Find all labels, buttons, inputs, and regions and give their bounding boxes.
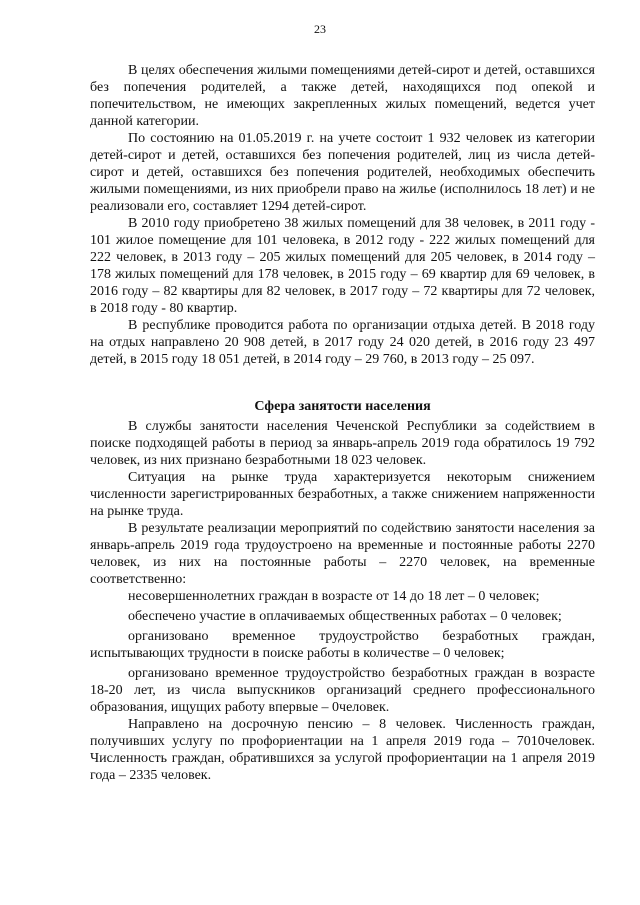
paragraph-orphans-registry: В целях обеспечения жилыми помещениями детей-сирот и детей, оставшихся без попечения родителей, а также детей, находящихся под опекой и попечительством, не имеющих закрепленных жилых помещений, ведется учет данной категории. [90, 63, 595, 129]
paragraph-children-recreation: В республике проводится работа по организации отдыха детей. В 2018 году на отдых направлено 20 908 детей, в 2017 году 24 020 детей, в 2016 году 23 497 детей, в 2015 году 18 051 детей, в 2014 году – 29 760, в 2013 году – 25 097. [90, 318, 595, 367]
document-body [90, 62, 595, 784]
paragraph-employment-applications: В службы занятости населения Чеченской Республики за содействием в поиске подходящей работы в период за январь-апрель 2019 года обратилось 19 792 человек, из них признано безработными 18 023 человек. [90, 419, 595, 468]
list-item-graduates: организовано временное трудоустройство безработных граждан в возрасте 18-20 лет, из числа выпускников организаций среднего профессионального образования, ищущих работу впервые – 0человек. [90, 666, 595, 715]
section-heading-employment: Сфера занятости населения [254, 399, 431, 414]
page-number: 23 [314, 22, 326, 36]
paragraph-labor-market: Ситуация на рынке труда характеризуется некоторым снижением численности зарегистрированных безработных, а также снижением напряженности на рынке труда. [90, 470, 595, 519]
list-item-minors: несовершеннолетних граждан в возрасте от 14 до 18 лет – 0 человек; [128, 589, 540, 604]
paragraph-employment-results: В результате реализации мероприятий по содействию занятости населения за январь-апрель 2019 года трудоустроено на временные и постоянные работы 2270 человек, из них на постоянные работы – 2270 человек, на временные соответственно: [90, 521, 595, 587]
paragraph-pension-and-guidance: Направлено на досрочную пенсию – 8 человек. Численность граждан, получивших услугу по профориентации на 1 апреля 2019 года – 7010человек. Численность граждан, обратившихся за услугой профориентации на 1 апреля 2019 года – 2335 человек. [90, 717, 595, 783]
paragraph-housing-by-year: В 2010 году приобретено 38 жилых помещений для 38 человек, в 2011 году - 101 жилое помещение для 101 человека, в 2012 году - 222 жилых помещений для 222 человек, в 2013 году – 205 жилых помещений для 205 человек, в 2014 году – 178 жилых помещений для 178 человек, в 2015 году – 69 квартир для 69 человек, в 2016 году – 82 квартиры для 82 человек, в 2017 году – 72 квартиры для 72 человек, в 2018 году - 80 квартир. [90, 216, 595, 316]
list-item-difficulties: организовано временное трудоустройство безработных граждан, испытывающих трудности в поиске работы в количестве – 0 человек; [90, 629, 595, 661]
paragraph-orphans-count: По состоянию на 01.05.2019 г. на учете состоит 1 932 человек из категории детей-сирот и детей, оставшихся без попечения родителей, лиц из числа детей-сирот и детей, оставшихся без попечения родителей, необходимых обеспечить жилыми помещениями, из них приобрели право на жилье (исполнилось 18 лет) и не реализовали его, составляет 1294 детей-сирот. [90, 131, 595, 214]
list-item-public-works: обеспечено участие в оплачиваемых общественных работах – 0 человек; [128, 609, 562, 624]
